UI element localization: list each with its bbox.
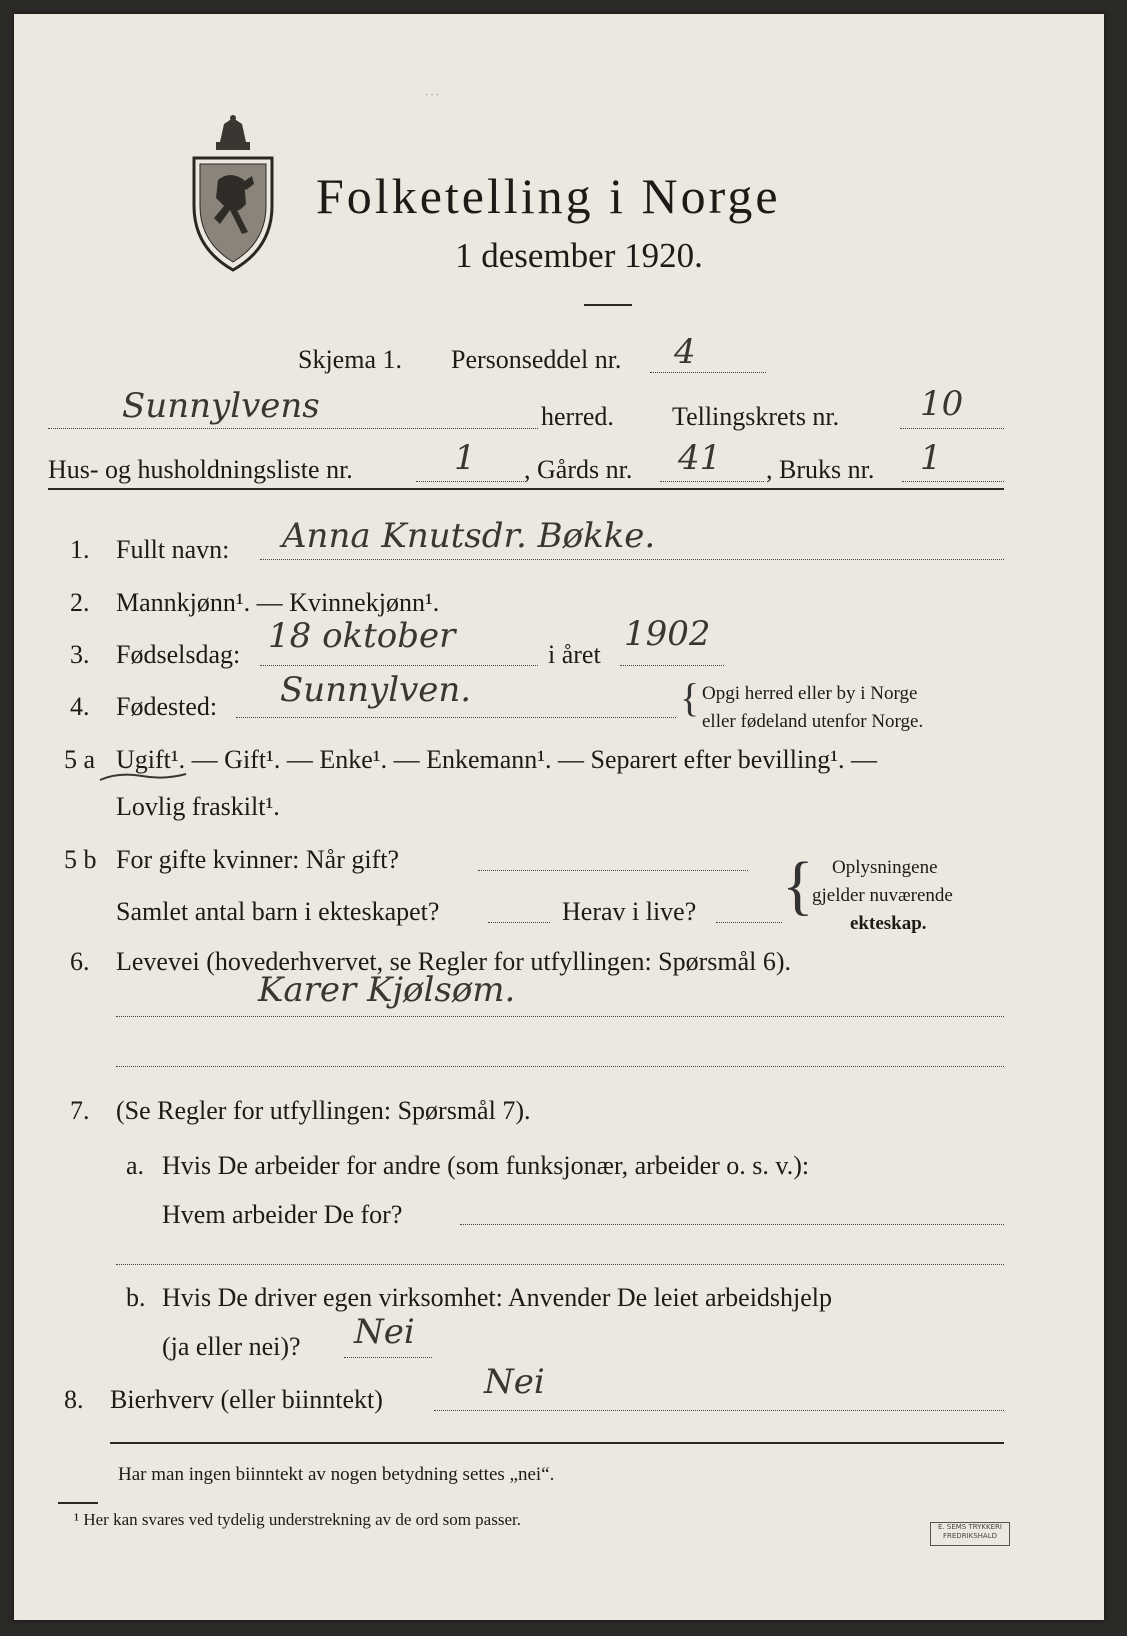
tellingskrets-value: 10 (920, 384, 964, 424)
q4-number: 4. (70, 692, 90, 721)
q5a-options-line2: Lovlig fraskilt¹. (116, 792, 280, 821)
q6-label: Levevei (hovederhvervet, se Regler for utfyllingen: Spørsmål 6). (116, 947, 792, 976)
q7b-line (344, 1357, 432, 1358)
q3-day-line (260, 665, 538, 666)
q7a-letter: a. (126, 1151, 145, 1180)
q5b-barn-line (488, 922, 550, 923)
q5b-note-line3: ekteskap. (850, 913, 927, 934)
q7b-letter: b. (126, 1283, 146, 1312)
q5a-number: 5 a (64, 745, 96, 774)
q3-year-label: i året (548, 640, 601, 669)
q5b-brace: { (782, 849, 814, 922)
tellingskrets-label: Tellingskrets nr. (672, 402, 840, 431)
q7b-line1: Hvis De driver egen virksomhet: Anvender De leiet arbeidshjelp (162, 1283, 833, 1312)
q7b-value: Nei (354, 1312, 415, 1352)
herred-value: Sunnylvens (122, 386, 320, 426)
q1-line (260, 559, 1004, 560)
q7a-line2: Hvem arbeider De for? (162, 1200, 403, 1229)
schema-label: Skjema 1. (298, 345, 402, 374)
tellingskrets-line (900, 428, 1004, 429)
ugift-underline-mark (98, 770, 188, 784)
hus-line (416, 481, 524, 482)
q3-label: Fødselsdag: (116, 640, 241, 669)
q8-value: Nei (484, 1362, 545, 1402)
form-title: Folketelling i Norge (316, 168, 781, 224)
q4-brace: { (680, 675, 700, 720)
coat-of-arms-icon (190, 114, 276, 274)
gards-line (660, 481, 764, 482)
header-rule (48, 488, 1004, 490)
q2-label: Mannkjønn¹. — Kvinnekjønn¹. (116, 588, 440, 617)
q4-line (236, 717, 676, 718)
q6-line1 (116, 1016, 1004, 1017)
q1-value: Anna Knutsdr. Bøkke. (282, 516, 656, 556)
bruks-label: , Bruks nr. (766, 455, 875, 484)
personseddel-label: Personseddel nr. (451, 345, 622, 374)
herred-line (48, 428, 538, 429)
printer-stamp: E. SEMS TRYKKERI FREDRIKSHALD (930, 1522, 1010, 1546)
q4-note-line2: eller fødeland utenfor Norge. (702, 711, 924, 732)
hus-label: Hus- og husholdningsliste nr. (48, 455, 353, 484)
footer-note: Har man ingen biinntekt av nogen betydning settes „nei“. (118, 1464, 555, 1485)
q4-label: Fødested: (116, 692, 218, 721)
q1-label: Fullt navn: (116, 535, 230, 564)
title-divider (584, 304, 632, 306)
q2-number: 2. (70, 588, 90, 617)
q3-year-line (620, 665, 724, 666)
q4-note-line1: Opgi herred eller by i Norge (702, 683, 918, 704)
q5b-note-line1: Oplysningene (832, 857, 938, 878)
q6-number: 6. (70, 947, 90, 976)
census-date: 1 desember 1920. (455, 236, 703, 275)
bruks-line (902, 481, 1004, 482)
q5b-ilive-label: Herav i live? (562, 897, 697, 926)
bleed-through-text: ··· (424, 86, 440, 103)
footnote-rule (58, 1502, 98, 1504)
q8-number: 8. (64, 1385, 84, 1414)
q5b-number: 5 b (64, 845, 97, 874)
q7b-line2: (ja eller nei)? (162, 1332, 301, 1361)
q7a-line (460, 1224, 1004, 1225)
q5b-married-line (478, 870, 748, 871)
q3-year-value: 1902 (624, 614, 711, 654)
q8-label: Bierhverv (eller biinntekt) (110, 1385, 383, 1414)
gards-label: , Gårds nr. (524, 455, 633, 484)
q6-line2 (116, 1066, 1004, 1067)
q7a-extra-line (116, 1264, 1004, 1265)
q5b-ilive-line (716, 922, 782, 923)
hus-value: 1 (454, 438, 476, 478)
q7-number: 7. (70, 1096, 90, 1125)
q6-value: Karer Kjølsøm. (258, 970, 516, 1010)
q3-number: 3. (70, 640, 90, 669)
footnote: ¹ Her kan svares ved tydelig understrekning av de ord som passer. (74, 1510, 521, 1529)
q5b-label: For gifte kvinner: Når gift? (116, 845, 400, 874)
q4-value: Sunnylven. (280, 670, 472, 710)
personseddel-value: 4 (674, 332, 696, 372)
q5b-note-line2: gjelder nuværende (812, 885, 953, 906)
census-form (14, 14, 1104, 1620)
q3-day-value: 18 oktober (268, 616, 456, 656)
q7-label: (Se Regler for utfyllingen: Spørsmål 7). (116, 1096, 531, 1125)
q7a-line1: Hvis De arbeider for andre (som funksjonær, arbeider o. s. v.): (162, 1151, 810, 1180)
q5b-barn-label: Samlet antal barn i ekteskapet? (116, 897, 440, 926)
gards-value: 41 (678, 438, 722, 478)
herred-label: herred. (541, 402, 614, 431)
q5a-options: Ugift¹. — Gift¹. — Enke¹. — Enkemann¹. — Separert efter bevilling¹. — (116, 745, 878, 774)
q1-number: 1. (70, 535, 90, 564)
bruks-value: 1 (920, 438, 942, 478)
q8-line (434, 1410, 1004, 1411)
personseddel-line (650, 372, 766, 373)
bottom-line (110, 1442, 1004, 1444)
